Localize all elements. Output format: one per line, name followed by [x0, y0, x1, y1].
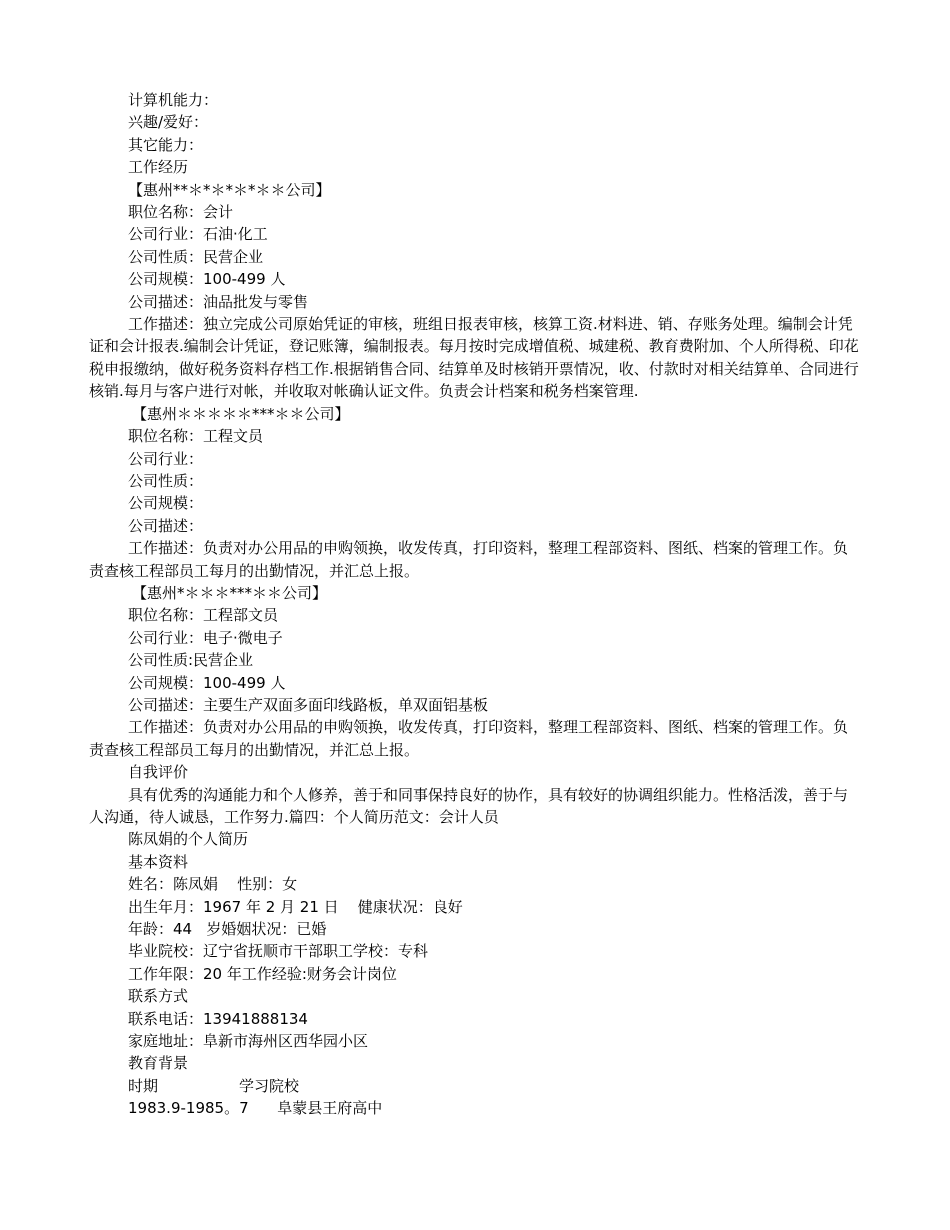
work-experience-heading: 工作经历 — [128, 158, 189, 177]
education-row-1: 1983.9-1985。7 阜蒙县王府高中 — [128, 1099, 383, 1118]
company-1-industry: 公司行业：石油·化工 — [128, 225, 268, 244]
school-line: 毕业院校：辽宁省抚顺市干部职工学校：专科 — [128, 942, 429, 961]
company-1-position: 职位名称：会计 — [128, 203, 234, 222]
company-3-position: 职位名称：工程部文员 — [128, 606, 279, 625]
education-columns-header: 时期 学习院校 — [128, 1076, 300, 1095]
resume-title: 陈凤娟的个人简历 — [128, 830, 249, 849]
company-2-industry: 公司行业： — [128, 449, 204, 468]
company-1-description: 公司描述：油品批发与零售 — [128, 292, 309, 311]
self-evaluation-text: 具有优秀的沟通能力和个人修养，善于和同事保持良好的协作，具有较好的协调组织能力。性格活泼，善于与人沟通，待人诚恳，工作努力.篇四：个人简历范文：会计人员 — [89, 785, 849, 826]
company-3-name: 【惠州*＊＊＊***＊＊公司】 — [132, 583, 328, 602]
company-2-position: 职位名称：工程文员 — [128, 427, 264, 446]
company-3-job-description: 工作描述：负责对办公用品的申购领换，收发传真，打印资料，整理工程部资料、图纸、档案的管理工作。负责查核工程部员工每月的出勤情况，并汇总上报。 — [89, 718, 849, 759]
basic-info-heading: 基本资料 — [128, 852, 189, 871]
company-3-nature: 公司性质:民营企业 — [128, 651, 254, 670]
self-evaluation-heading: 自我评价 — [128, 763, 189, 782]
phone-line: 联系电话：13941888134 — [128, 1009, 308, 1028]
age-marital-line: 年龄：44 岁婚姻状况：已婚 — [128, 920, 327, 939]
resume-document — [89, 89, 861, 1120]
other-skills-label: 其它能力： — [128, 135, 204, 154]
company-2-nature: 公司性质： — [128, 471, 204, 490]
company-2-name: 【惠州＊＊＊＊＊***＊＊公司】 — [132, 404, 350, 423]
company-1-size: 公司规模：100-499 人 — [128, 270, 286, 289]
company-1-job-description: 工作描述：独立完成公司原始凭证的审核，班组日报表审核，核算工资.材料进、销、存账务处理。编制会计凭证和会计报表.编制会计凭证，登记账簿，编制报表。每月按时完成增值税、城建税、教育费附加、个人所得税、印花税申报缴纳，做好税务资料存档工作.根据销售合同、结算单及时核销开票情况，收、付款时对相关结算单、合同进行核销.每月与客户进行对帐，并收取对帐确认证文件。负责会计档案和税务档案管理. — [89, 315, 859, 401]
name-gender-line: 姓名：陈凤娟 性别：女 — [128, 875, 298, 894]
birth-health-line: 出生年月：1967 年 2 月 21 日 健康状况：良好 — [128, 897, 463, 916]
education-heading: 教育背景 — [128, 1054, 189, 1073]
company-1-nature: 公司性质：民营企业 — [128, 247, 264, 266]
company-3-description: 公司描述：主要生产双面多面印线路板，单双面铝基板 — [128, 695, 489, 714]
company-1-name: 【惠州**＊*＊*＊*＊＊公司】 — [128, 180, 331, 199]
contact-heading: 联系方式 — [128, 987, 189, 1006]
work-years-line: 工作年限：20 年工作经验:财务会计岗位 — [128, 964, 397, 983]
company-2-size: 公司规模： — [128, 494, 204, 513]
hobbies-label: 兴趣/爱好： — [128, 113, 209, 132]
address-line: 家庭地址：阜新市海州区西华园小区 — [128, 1032, 369, 1051]
company-2-description: 公司描述： — [128, 516, 204, 535]
company-2-job-description: 工作描述：负责对办公用品的申购领换，收发传真，打印资料，整理工程部资料、图纸、档案的管理工作。负责查核工程部员工每月的出勤情况，并汇总上报。 — [89, 539, 849, 580]
company-3-industry: 公司行业：电子·微电子 — [128, 628, 283, 647]
computer-skills-label: 计算机能力： — [128, 91, 219, 109]
company-3-size: 公司规模：100-499 人 — [128, 673, 286, 692]
